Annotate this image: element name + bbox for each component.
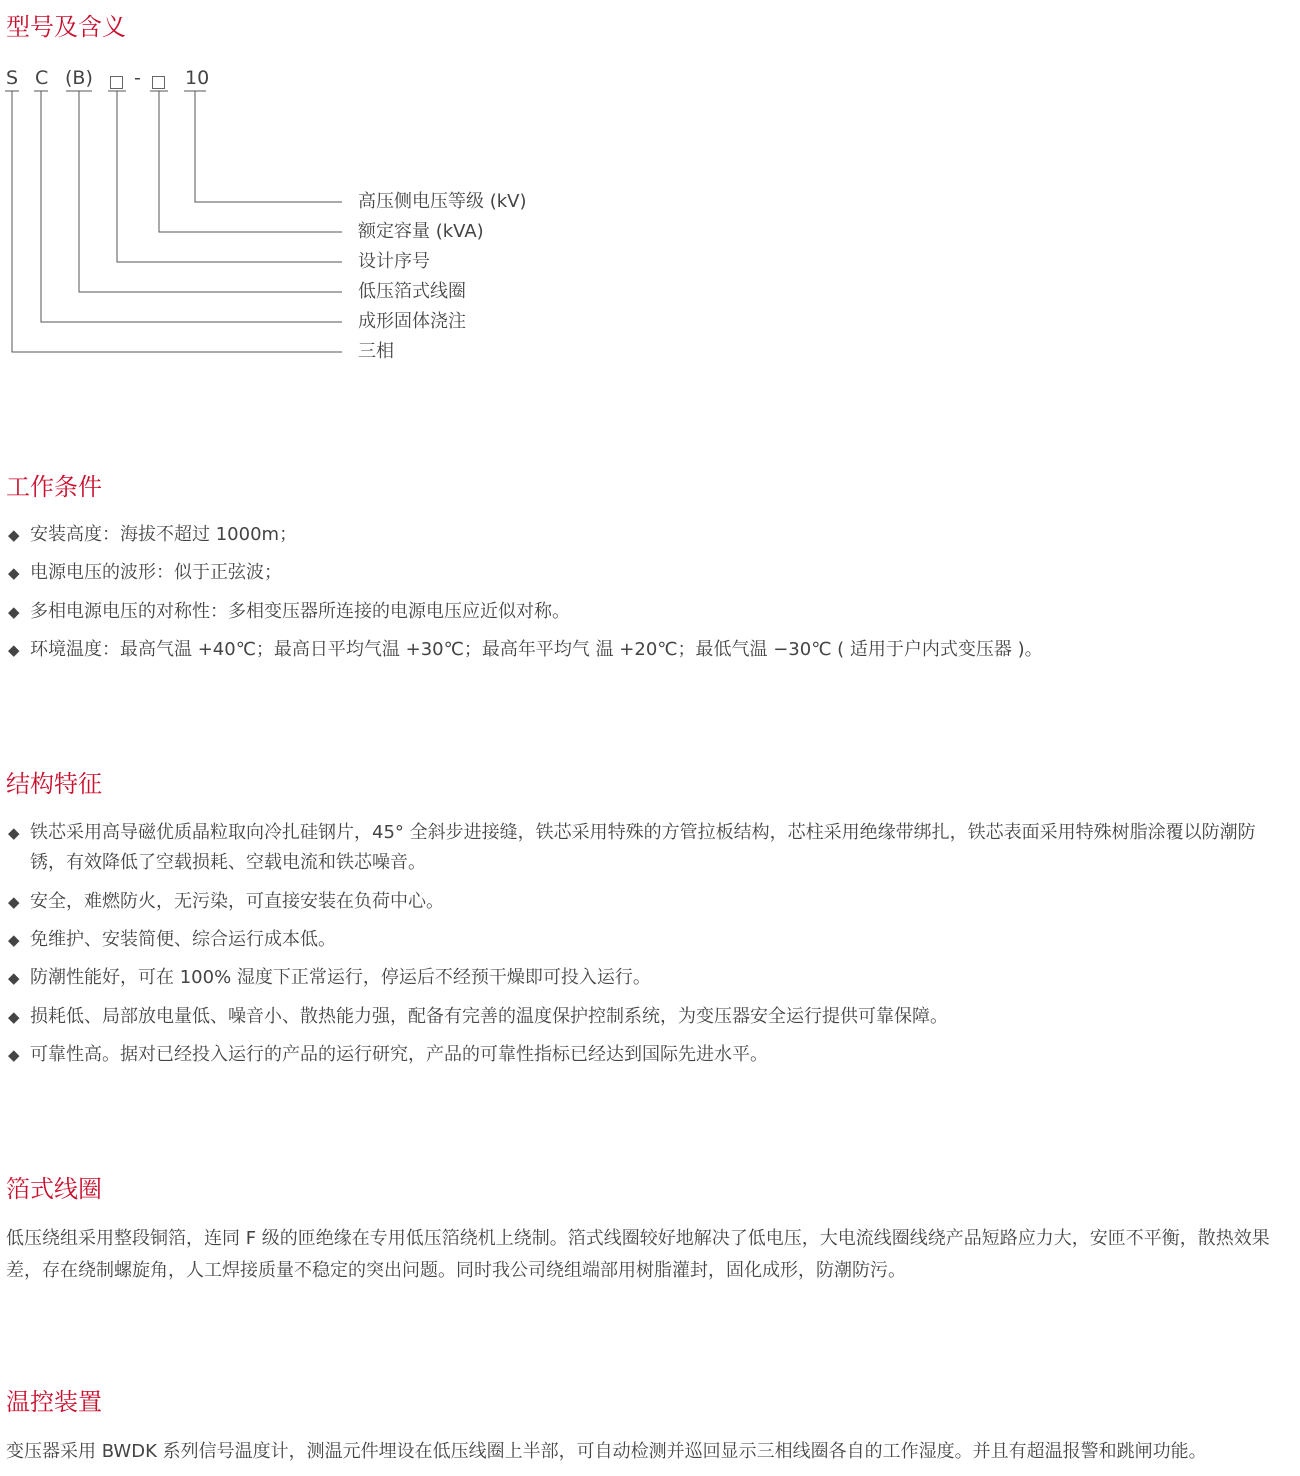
feature-safety: 安全，难燃防火，无污染，可直接安装在负荷中心。 — [30, 891, 444, 912]
meaning-cast-resin: 成形固体浇注 — [358, 311, 466, 332]
list-item — [8, 925, 1288, 955]
bullet-diamond-icon: ◆ — [8, 931, 20, 949]
section-title-features: 结构特征 — [6, 770, 102, 798]
feature-low-loss: 损耗低、局部放电量低、噪音小、散热能力强，配备有完善的温度保护控制系统，为变压器安全运行提供可靠保障。 — [30, 1006, 948, 1027]
list-item — [8, 1040, 1288, 1070]
bullet-diamond-icon: ◆ — [8, 969, 20, 987]
code-voltage-10: 10 — [185, 67, 210, 89]
bullet-diamond-icon: ◆ — [8, 564, 20, 582]
bullet-diamond-icon: ◆ — [8, 1008, 20, 1026]
section-title-temp-control: 温控装置 — [6, 1388, 102, 1416]
feature-maintenance-free: 免维护、安装简便、综合运行成本低。 — [30, 929, 336, 950]
bullet-diamond-icon: ◆ — [8, 641, 20, 659]
code-letter-b: (B) — [65, 67, 93, 89]
code-dash: - — [134, 67, 141, 89]
list-item — [8, 520, 1288, 550]
meaning-hv-voltage-class: 高压侧电压等级 (kV) — [358, 191, 527, 212]
foil-coil-description: 低压绕组采用整段铜箔，连同 F 级的匝绝缘在专用低压箔绕机上绕制。箔式线圈较好地解决了低电压，大电流线圈线绕产品短路应力大，安匝不平衡，散热效果差，存在绕制螺旋角，人工焊接质量不稳定的突出问题。同时我公司绕组端部用树脂灌封，固化成形，防潮防污。 — [6, 1228, 1270, 1281]
condition-altitude: 安装高度：海拔不超过 1000m； — [30, 524, 298, 545]
model-code-connector-lines — [0, 0, 360, 360]
meaning-design-serial: 设计序号 — [358, 251, 430, 272]
section-title-foil-coil: 箔式线圈 — [6, 1175, 102, 1203]
bullet-diamond-icon: ◆ — [8, 526, 20, 544]
bullet-diamond-icon: ◆ — [8, 1046, 20, 1064]
meaning-lv-foil-winding: 低压箔式线圈 — [358, 281, 466, 302]
feature-reliability: 可靠性高。据对已经投入运行的产品的运行研究，产品的可靠性指标已经达到国际先进水平。 — [30, 1044, 768, 1065]
code-letter-s: S — [6, 67, 19, 89]
meaning-three-phase: 三相 — [358, 341, 394, 362]
feature-moisture-proof: 防潮性能好，可在 100% 湿度下正常运行，停运后不经预干燥即可投入运行。 — [30, 967, 651, 988]
list-item — [8, 963, 1288, 993]
condition-waveform: 电源电压的波形：似于正弦波； — [30, 562, 282, 583]
list-item — [8, 887, 1288, 917]
temp-control-description: 变压器采用 BWDK 系列信号温度计，测温元件埋设在低压线圈上半部，可自动检测并巡回显示三相线圈各自的工作湿度。并且有超温报警和跳闸功能。 — [6, 1441, 1207, 1462]
list-item — [8, 635, 1288, 665]
feature-core: 铁芯采用高导磁优质晶粒取向冷扎硅钢片，45° 全斜步进接缝，铁芯采用特殊的方管拉板结构，芯柱采用绝缘带绑扎，铁芯表面采用特殊树脂涂覆以防潮防锈，有效降低了空载损耗、空载电流和铁芯噪音。 — [30, 822, 1256, 873]
list-item — [8, 597, 1288, 627]
condition-symmetry: 多相电源电压的对称性：多相变压器所连接的电源电压应近似对称。 — [30, 601, 570, 622]
bullet-diamond-icon: ◆ — [8, 893, 20, 911]
bullet-diamond-icon: ◆ — [8, 603, 20, 621]
condition-temperature: 环境温度：最高气温 +40℃；最高日平均气温 +30℃；最高年平均气 温 +20℃；最低气温 −30℃ ( 适用于户内式变压器 )。 — [30, 639, 1043, 660]
meaning-rated-capacity: 额定容量 (kVA) — [358, 221, 484, 242]
list-item — [8, 818, 1288, 878]
list-item — [8, 558, 1288, 588]
code-letter-c: C — [35, 67, 49, 89]
bullet-diamond-icon: ◆ — [8, 824, 20, 842]
section-title-model: 型号及含义 — [6, 13, 126, 41]
section-title-conditions: 工作条件 — [6, 473, 102, 501]
list-item — [8, 1002, 1288, 1032]
